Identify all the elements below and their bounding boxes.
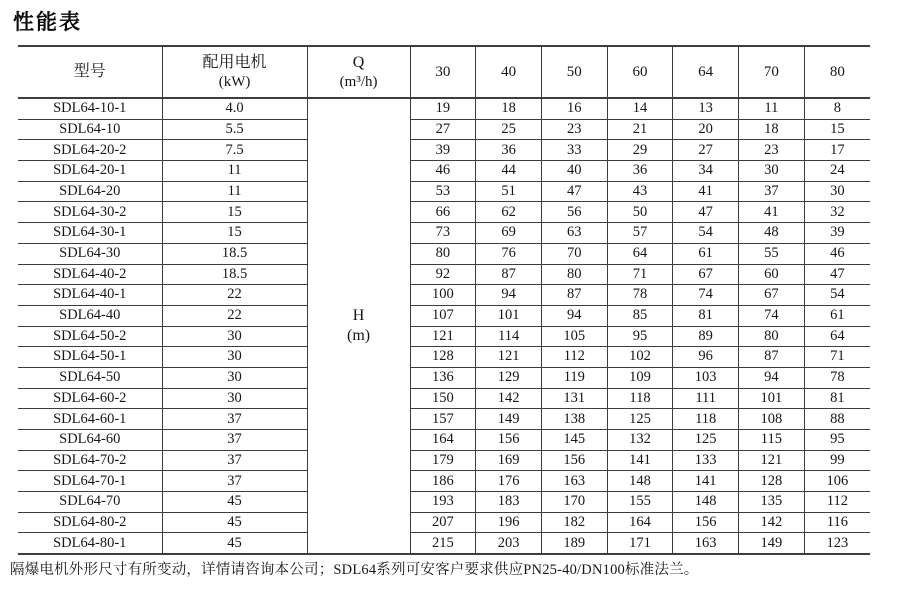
head-value-cell: 95 xyxy=(607,326,673,347)
header-model: 型号 xyxy=(18,46,162,98)
table-row xyxy=(18,119,870,140)
model-cell: SDL64-10 xyxy=(18,119,162,140)
head-value-cell: 163 xyxy=(673,533,739,554)
head-value-cell: 148 xyxy=(673,492,739,513)
head-value-cell: 112 xyxy=(541,347,607,368)
head-value-cell: 141 xyxy=(607,450,673,471)
table-row xyxy=(18,161,870,182)
head-value-cell: 50 xyxy=(607,202,673,223)
head-value-cell: 30 xyxy=(739,161,805,182)
header-flow-64: 64 xyxy=(673,46,739,98)
head-value-cell: 21 xyxy=(607,119,673,140)
head-value-cell: 46 xyxy=(410,161,476,182)
power-cell: 37 xyxy=(162,409,307,430)
head-value-cell: 67 xyxy=(739,285,805,306)
table-row xyxy=(18,512,870,533)
head-value-cell: 62 xyxy=(476,202,542,223)
power-cell: 45 xyxy=(162,533,307,554)
head-value-cell: 13 xyxy=(673,98,739,119)
header-motor-power xyxy=(162,46,307,98)
table-row xyxy=(18,98,870,119)
head-value-cell: 23 xyxy=(739,140,805,161)
power-cell: 11 xyxy=(162,161,307,182)
power-cell: 22 xyxy=(162,305,307,326)
model-cell: SDL64-70-1 xyxy=(18,471,162,492)
head-value-cell: 119 xyxy=(541,367,607,388)
power-cell: 15 xyxy=(162,202,307,223)
head-value-cell: 142 xyxy=(476,388,542,409)
head-value-cell: 54 xyxy=(673,223,739,244)
head-value-cell: 131 xyxy=(541,388,607,409)
head-value-cell: 30 xyxy=(804,181,870,202)
header-flow-30: 30 xyxy=(410,46,476,98)
head-value-cell: 148 xyxy=(607,471,673,492)
model-cell: SDL64-80-2 xyxy=(18,512,162,533)
head-value-cell: 80 xyxy=(739,326,805,347)
head-value-cell: 116 xyxy=(804,512,870,533)
head-value-cell: 81 xyxy=(673,305,739,326)
head-value-cell: 47 xyxy=(541,181,607,202)
power-cell: 5.5 xyxy=(162,119,307,140)
table-row xyxy=(18,533,870,554)
model-cell: SDL64-40-2 xyxy=(18,264,162,285)
head-value-cell: 156 xyxy=(673,512,739,533)
header-motor-unit: (kW) xyxy=(218,73,251,90)
head-value-cell: 156 xyxy=(541,450,607,471)
power-cell: 37 xyxy=(162,430,307,451)
head-value-cell: 57 xyxy=(607,223,673,244)
head-value-cell: 32 xyxy=(804,202,870,223)
head-value-cell: 163 xyxy=(541,471,607,492)
table-body xyxy=(18,98,870,554)
head-value-cell: 80 xyxy=(541,264,607,285)
head-value-cell: 121 xyxy=(476,347,542,368)
head-value-cell: 186 xyxy=(410,471,476,492)
head-value-cell: 61 xyxy=(673,243,739,264)
head-unit: (m) xyxy=(347,327,371,345)
head-value-cell: 39 xyxy=(410,140,476,161)
head-value-cell: 51 xyxy=(476,181,542,202)
head-value-cell: 48 xyxy=(739,223,805,244)
head-value-cell: 54 xyxy=(804,285,870,306)
model-cell: SDL64-60-2 xyxy=(18,388,162,409)
head-value-cell: 23 xyxy=(541,119,607,140)
power-cell: 7.5 xyxy=(162,140,307,161)
table-row xyxy=(18,367,870,388)
head-value-cell: 85 xyxy=(607,305,673,326)
head-value-cell: 61 xyxy=(804,305,870,326)
head-value-cell: 29 xyxy=(607,140,673,161)
head-value-cell: 149 xyxy=(739,533,805,554)
table-row xyxy=(18,409,870,430)
head-value-cell: 87 xyxy=(476,264,542,285)
head-value-cell: 170 xyxy=(541,492,607,513)
power-cell: 30 xyxy=(162,367,307,388)
head-value-cell: 203 xyxy=(476,533,542,554)
head-value-cell: 95 xyxy=(804,430,870,451)
head-value-cell: 100 xyxy=(410,285,476,306)
head-value-cell: 37 xyxy=(739,181,805,202)
table-row xyxy=(18,243,870,264)
head-value-cell: 43 xyxy=(607,181,673,202)
head-unit-cell xyxy=(307,98,410,554)
header-flow-50: 50 xyxy=(541,46,607,98)
head-value-cell: 73 xyxy=(410,223,476,244)
table-row xyxy=(18,430,870,451)
head-value-cell: 128 xyxy=(410,347,476,368)
model-cell: SDL64-10-1 xyxy=(18,98,162,119)
head-value-cell: 112 xyxy=(804,492,870,513)
power-cell: 37 xyxy=(162,471,307,492)
head-value-cell: 109 xyxy=(607,367,673,388)
head-value-cell: 69 xyxy=(476,223,542,244)
head-value-cell: 94 xyxy=(739,367,805,388)
head-value-cell: 16 xyxy=(541,98,607,119)
head-value-cell: 76 xyxy=(476,243,542,264)
head-value-cell: 189 xyxy=(541,533,607,554)
head-value-cell: 196 xyxy=(476,512,542,533)
header-flow-70: 70 xyxy=(739,46,805,98)
power-cell: 30 xyxy=(162,347,307,368)
power-cell: 11 xyxy=(162,181,307,202)
head-value-cell: 149 xyxy=(476,409,542,430)
head-value-cell: 36 xyxy=(607,161,673,182)
model-cell: SDL64-50-2 xyxy=(18,326,162,347)
table-row xyxy=(18,388,870,409)
head-value-cell: 89 xyxy=(673,326,739,347)
table-row xyxy=(18,264,870,285)
head-value-cell: 47 xyxy=(673,202,739,223)
head-value-cell: 150 xyxy=(410,388,476,409)
model-cell: SDL64-30-2 xyxy=(18,202,162,223)
head-value-cell: 44 xyxy=(476,161,542,182)
head-value-cell: 101 xyxy=(476,305,542,326)
power-cell: 22 xyxy=(162,285,307,306)
head-value-cell: 55 xyxy=(739,243,805,264)
model-cell: SDL64-60-1 xyxy=(18,409,162,430)
head-value-cell: 71 xyxy=(607,264,673,285)
head-value-cell: 182 xyxy=(541,512,607,533)
head-value-cell: 96 xyxy=(673,347,739,368)
table-row xyxy=(18,471,870,492)
head-value-cell: 125 xyxy=(607,409,673,430)
header-motor-label: 配用电机 xyxy=(202,54,267,72)
power-cell: 18.5 xyxy=(162,243,307,264)
head-value-cell: 87 xyxy=(541,285,607,306)
head-value-cell: 14 xyxy=(607,98,673,119)
header-row xyxy=(18,46,870,98)
head-value-cell: 103 xyxy=(673,367,739,388)
head-value-cell: 47 xyxy=(804,264,870,285)
head-value-cell: 121 xyxy=(410,326,476,347)
head-value-cell: 24 xyxy=(804,161,870,182)
head-value-cell: 169 xyxy=(476,450,542,471)
head-value-cell: 176 xyxy=(476,471,542,492)
head-value-cell: 39 xyxy=(804,223,870,244)
table-row xyxy=(18,492,870,513)
head-value-cell: 111 xyxy=(673,388,739,409)
head-value-cell: 64 xyxy=(607,243,673,264)
head-value-cell: 179 xyxy=(410,450,476,471)
head-value-cell: 80 xyxy=(410,243,476,264)
model-cell: SDL64-40-1 xyxy=(18,285,162,306)
head-value-cell: 193 xyxy=(410,492,476,513)
head-value-cell: 81 xyxy=(804,388,870,409)
head-value-cell: 78 xyxy=(607,285,673,306)
head-value-cell: 171 xyxy=(607,533,673,554)
model-cell: SDL64-70 xyxy=(18,492,162,513)
model-cell: SDL64-20-1 xyxy=(18,161,162,182)
head-value-cell: 155 xyxy=(607,492,673,513)
header-flow-unit: (m³/h) xyxy=(339,73,378,90)
head-value-cell: 132 xyxy=(607,430,673,451)
head-value-cell: 215 xyxy=(410,533,476,554)
head-value-cell: 36 xyxy=(476,140,542,161)
model-cell: SDL64-50 xyxy=(18,367,162,388)
table-row xyxy=(18,305,870,326)
table-row xyxy=(18,450,870,471)
model-cell: SDL64-30 xyxy=(18,243,162,264)
head-value-cell: 123 xyxy=(804,533,870,554)
table-row xyxy=(18,347,870,368)
head-value-cell: 27 xyxy=(673,140,739,161)
head-value-cell: 118 xyxy=(673,409,739,430)
head-value-cell: 133 xyxy=(673,450,739,471)
head-value-cell: 121 xyxy=(739,450,805,471)
head-value-cell: 78 xyxy=(804,367,870,388)
head-value-cell: 164 xyxy=(410,430,476,451)
table-row xyxy=(18,181,870,202)
head-value-cell: 34 xyxy=(673,161,739,182)
head-value-cell: 102 xyxy=(607,347,673,368)
header-flow-rate xyxy=(307,46,410,98)
model-cell: SDL64-60 xyxy=(18,430,162,451)
head-value-cell: 20 xyxy=(673,119,739,140)
head-value-cell: 17 xyxy=(804,140,870,161)
model-cell: SDL64-80-1 xyxy=(18,533,162,554)
head-value-cell: 56 xyxy=(541,202,607,223)
head-value-cell: 25 xyxy=(476,119,542,140)
head-value-cell: 70 xyxy=(541,243,607,264)
head-symbol: H xyxy=(352,307,365,325)
power-cell: 45 xyxy=(162,512,307,533)
header-flow-40: 40 xyxy=(476,46,542,98)
head-value-cell: 40 xyxy=(541,161,607,182)
power-cell: 37 xyxy=(162,450,307,471)
head-value-cell: 63 xyxy=(541,223,607,244)
head-value-cell: 142 xyxy=(739,512,805,533)
head-value-cell: 71 xyxy=(804,347,870,368)
table-row xyxy=(18,326,870,347)
head-value-cell: 88 xyxy=(804,409,870,430)
head-value-cell: 94 xyxy=(476,285,542,306)
model-cell: SDL64-20 xyxy=(18,181,162,202)
model-cell: SDL64-70-2 xyxy=(18,450,162,471)
head-value-cell: 156 xyxy=(476,430,542,451)
head-value-cell: 8 xyxy=(804,98,870,119)
head-value-cell: 107 xyxy=(410,305,476,326)
head-value-cell: 207 xyxy=(410,512,476,533)
table-row xyxy=(18,202,870,223)
model-cell: SDL64-40 xyxy=(18,305,162,326)
power-cell: 18.5 xyxy=(162,264,307,285)
head-value-cell: 15 xyxy=(804,119,870,140)
header-flow-symbol: Q xyxy=(352,54,365,72)
head-value-cell: 138 xyxy=(541,409,607,430)
table-header xyxy=(18,46,870,98)
table-row xyxy=(18,223,870,244)
head-value-cell: 99 xyxy=(804,450,870,471)
head-value-cell: 64 xyxy=(804,326,870,347)
head-value-cell: 164 xyxy=(607,512,673,533)
head-value-cell: 27 xyxy=(410,119,476,140)
head-value-cell: 18 xyxy=(476,98,542,119)
head-value-cell: 108 xyxy=(739,409,805,430)
head-value-cell: 18 xyxy=(739,119,805,140)
head-value-cell: 87 xyxy=(739,347,805,368)
header-flow-60: 60 xyxy=(607,46,673,98)
head-value-cell: 118 xyxy=(607,388,673,409)
head-value-cell: 94 xyxy=(541,305,607,326)
model-cell: SDL64-50-1 xyxy=(18,347,162,368)
model-cell: SDL64-20-2 xyxy=(18,140,162,161)
head-value-cell: 183 xyxy=(476,492,542,513)
head-value-cell: 74 xyxy=(673,285,739,306)
head-value-cell: 66 xyxy=(410,202,476,223)
model-cell: SDL64-30-1 xyxy=(18,223,162,244)
head-value-cell: 74 xyxy=(739,305,805,326)
head-value-cell: 115 xyxy=(739,430,805,451)
head-value-cell: 101 xyxy=(739,388,805,409)
power-cell: 4.0 xyxy=(162,98,307,119)
head-value-cell: 19 xyxy=(410,98,476,119)
head-value-cell: 141 xyxy=(673,471,739,492)
performance-table xyxy=(18,45,870,555)
head-value-cell: 53 xyxy=(410,181,476,202)
head-value-cell: 105 xyxy=(541,326,607,347)
head-value-cell: 157 xyxy=(410,409,476,430)
page-title: 性能表 xyxy=(13,10,82,34)
head-value-cell: 145 xyxy=(541,430,607,451)
power-cell: 30 xyxy=(162,388,307,409)
power-cell: 45 xyxy=(162,492,307,513)
power-cell: 15 xyxy=(162,223,307,244)
head-value-cell: 136 xyxy=(410,367,476,388)
table-row xyxy=(18,285,870,306)
head-value-cell: 41 xyxy=(673,181,739,202)
head-value-cell: 129 xyxy=(476,367,542,388)
footer-note: 隔爆电机外形尺寸有所变动，详情请咨询本公司；SDL64系列可安客户要求供应PN25-40/DN100标准法兰。 xyxy=(10,562,699,578)
power-cell: 30 xyxy=(162,326,307,347)
head-value-cell: 60 xyxy=(739,264,805,285)
head-value-cell: 114 xyxy=(476,326,542,347)
header-flow-80: 80 xyxy=(804,46,870,98)
head-value-cell: 128 xyxy=(739,471,805,492)
head-value-cell: 33 xyxy=(541,140,607,161)
head-value-cell: 67 xyxy=(673,264,739,285)
table-row xyxy=(18,140,870,161)
head-value-cell: 125 xyxy=(673,430,739,451)
head-value-cell: 46 xyxy=(804,243,870,264)
head-value-cell: 41 xyxy=(739,202,805,223)
head-value-cell: 135 xyxy=(739,492,805,513)
head-value-cell: 11 xyxy=(739,98,805,119)
head-value-cell: 106 xyxy=(804,471,870,492)
head-value-cell: 92 xyxy=(410,264,476,285)
